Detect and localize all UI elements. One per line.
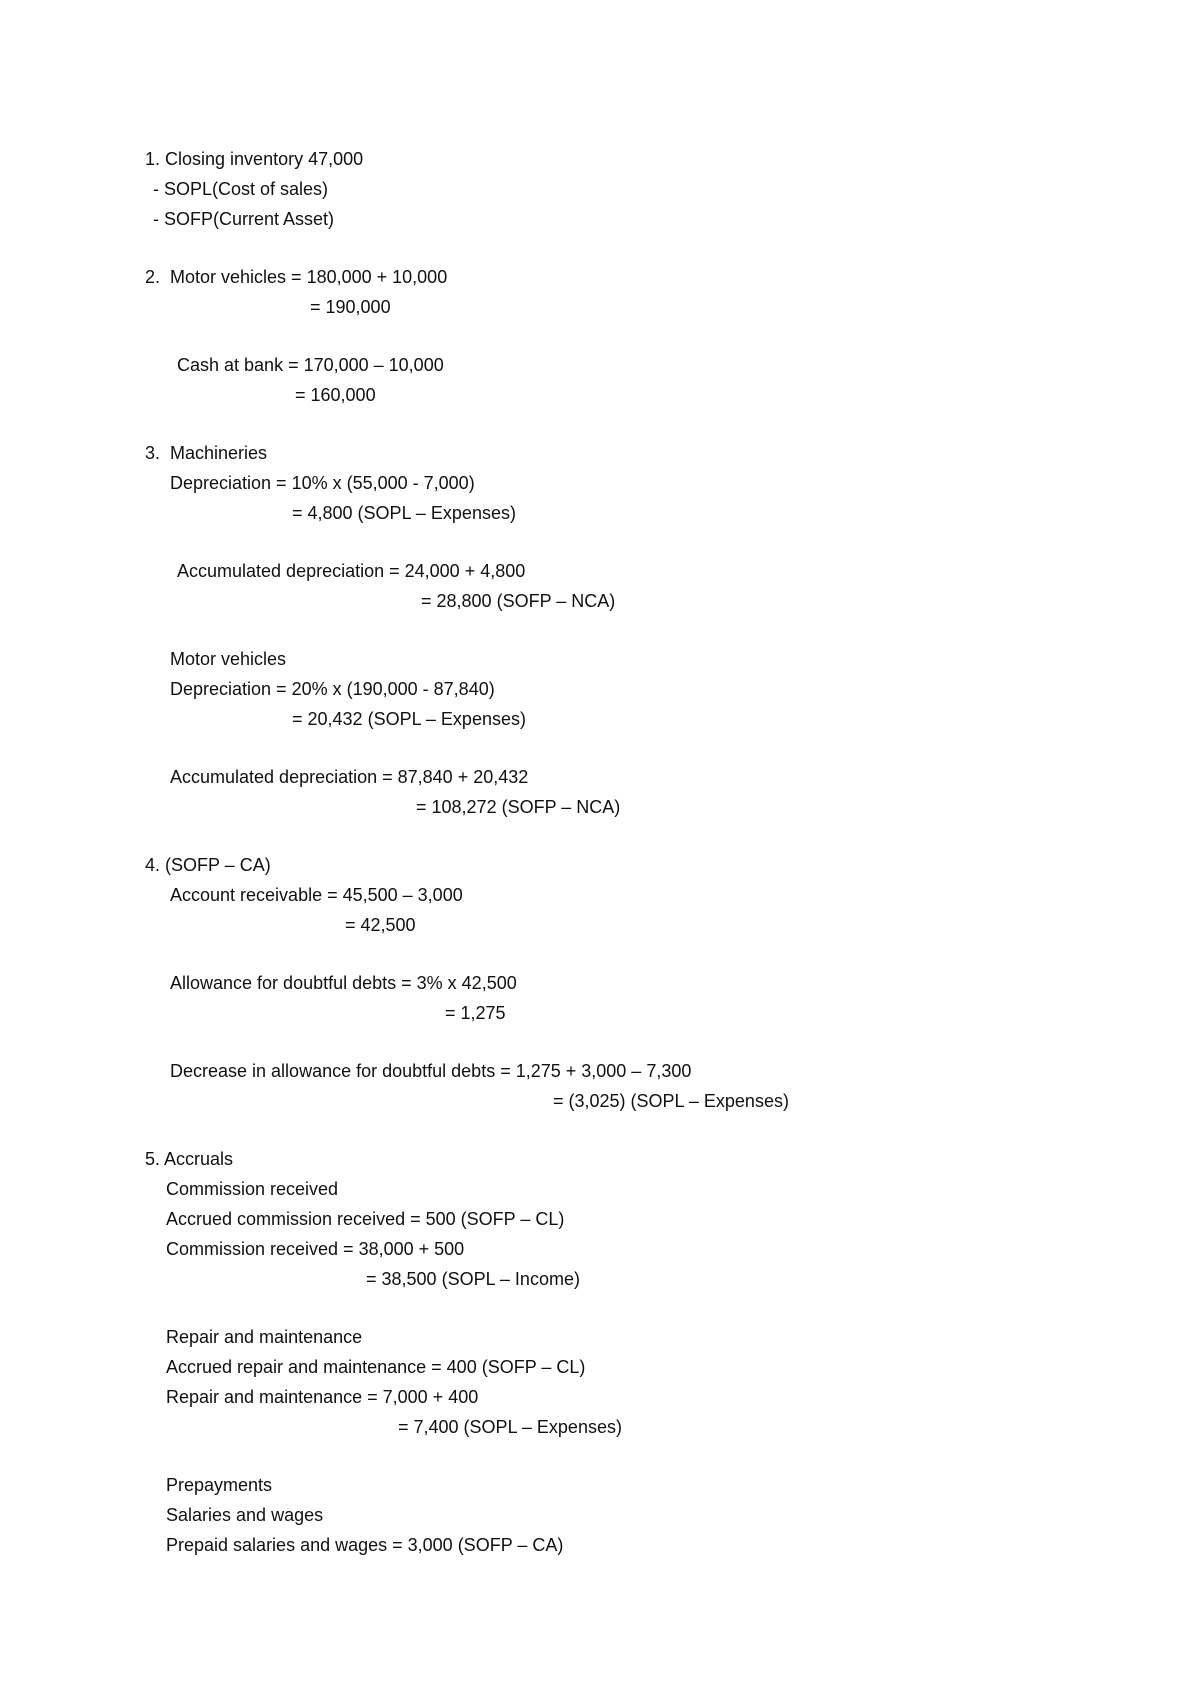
commission-received-result: = 38,500 (SOPL – Income) (366, 1269, 580, 1289)
motor-vehicles-subheading: Motor vehicles (170, 649, 287, 669)
allowance-doubtful-debts-result: = 1,275 (445, 1003, 506, 1023)
account-receivable-result: = 42,500 (345, 915, 416, 935)
allowance-doubtful-debts-equation: Allowance for doubtful debts = 3% x 42,500 (170, 973, 517, 993)
decrease-allowance-result: = (3,025) (SOPL – Expenses) (553, 1091, 789, 1111)
receivables-heading: 4. (SOFP – CA) (145, 855, 271, 875)
closing-inventory-sopl-line: - SOPL(Cost of sales) (153, 179, 329, 199)
prepayments-heading: Prepayments (166, 1475, 273, 1495)
repair-maintenance-equation: Repair and maintenance = 7,000 + 400 (166, 1387, 479, 1407)
machineries-accumulated-depreciation-equation: Accumulated depreciation = 24,000 + 4,800 (177, 561, 526, 581)
cash-at-bank-equation: Cash at bank = 170,000 – 10,000 (177, 355, 444, 375)
repair-maintenance-heading: Repair and maintenance (166, 1327, 363, 1347)
accrued-commission-line: Accrued commission received = 500 (SOFP – CL) (166, 1209, 565, 1229)
repair-maintenance-result: = 7,400 (SOPL – Expenses) (398, 1417, 622, 1437)
cash-at-bank-result: = 160,000 (295, 385, 376, 405)
machineries-depreciation-result: = 4,800 (SOPL – Expenses) (292, 503, 516, 523)
motor-vehicles-result: = 190,000 (310, 297, 391, 317)
account-receivable-equation: Account receivable = 45,500 – 3,000 (170, 885, 463, 905)
decrease-allowance-equation: Decrease in allowance for doubtful debts = 1,275 + 3,000 – 7,300 (170, 1061, 692, 1081)
machineries-heading: 3. Machineries (145, 443, 268, 463)
accrued-repair-line: Accrued repair and maintenance = 400 (SOFP – CL) (166, 1357, 586, 1377)
accruals-heading: 5. Accruals (145, 1149, 234, 1169)
closing-inventory-heading: 1. Closing inventory 47,000 (145, 149, 364, 169)
machineries-depreciation-equation: Depreciation = 10% x (55,000 - 7,000) (170, 473, 475, 493)
motor-vehicles-depreciation-result: = 20,432 (SOPL – Expenses) (292, 709, 526, 729)
motor-vehicles-equation: 2. Motor vehicles = 180,000 + 10,000 (145, 267, 448, 287)
motor-vehicles-depreciation-equation: Depreciation = 20% x (190,000 - 87,840) (170, 679, 495, 699)
commission-received-equation: Commission received = 38,000 + 500 (166, 1239, 465, 1259)
motor-vehicles-accumulated-depreciation-result: = 108,272 (SOFP – NCA) (416, 797, 621, 817)
closing-inventory-sofp-line: - SOFP(Current Asset) (153, 209, 335, 229)
prepaid-salaries-line: Prepaid salaries and wages = 3,000 (SOFP – CA) (166, 1535, 564, 1555)
commission-received-heading: Commission received (166, 1179, 339, 1199)
motor-vehicles-accumulated-depreciation-equation: Accumulated depreciation = 87,840 + 20,432 (170, 767, 529, 787)
machineries-accumulated-depreciation-result: = 28,800 (SOFP – NCA) (421, 591, 616, 611)
salaries-wages-heading: Salaries and wages (166, 1505, 324, 1525)
